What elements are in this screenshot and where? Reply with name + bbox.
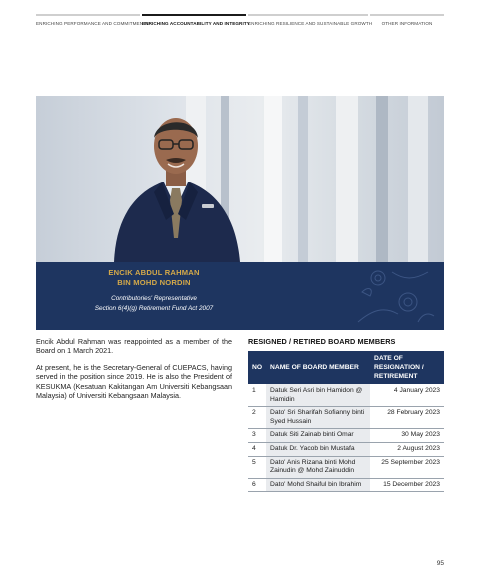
row-no: 3 — [248, 429, 266, 443]
nav-tab-accountability[interactable] — [142, 14, 250, 30]
background-column — [408, 96, 428, 262]
section-nav — [36, 14, 444, 30]
table-row — [248, 478, 444, 492]
nav-tab-label: OTHER INFORMATION — [381, 21, 433, 26]
row-date: 15 December 2023 — [370, 478, 444, 492]
nav-tab-label: ENRICHING PERFORMANCE AND COMMITMENTS — [36, 21, 150, 26]
member-name-line2: BIN MOHD NORDIN — [117, 278, 191, 287]
background-column — [336, 96, 358, 262]
row-date: 25 September 2023 — [370, 456, 444, 478]
row-no: 2 — [248, 407, 266, 429]
member-name-line1: ENCIK ABDUL RAHMAN — [108, 268, 200, 277]
background-column — [376, 96, 388, 262]
header-no: NO — [248, 351, 266, 384]
table-header-row — [248, 351, 444, 384]
nav-tab-bar — [142, 14, 246, 16]
row-name: Dato' Anis Rizana binti Mohd Zainudin @ Mohd Zainuddin — [266, 456, 370, 478]
floral-ornament-icon — [348, 262, 438, 330]
row-name: Datuk Seri Asri bin Hamidon @ Hamidin — [266, 384, 370, 407]
nav-tab-performance[interactable] — [36, 14, 150, 30]
portrait-photo — [36, 96, 444, 262]
row-no: 5 — [248, 456, 266, 478]
bio-paragraph-1: Encik Abdul Rahman was reappointed as a member of the Board on 1 March 2021. — [36, 337, 232, 356]
row-name: Dato' Mohd Shaiful bin Ibrahim — [266, 478, 370, 492]
nav-tab-resilience[interactable] — [248, 14, 373, 30]
row-date: 28 February 2023 — [370, 407, 444, 429]
background-column — [298, 96, 308, 262]
nav-tab-bar — [248, 14, 368, 16]
row-no: 4 — [248, 442, 266, 456]
table-row — [248, 442, 444, 456]
row-date: 2 August 2023 — [370, 442, 444, 456]
table-row — [248, 407, 444, 429]
row-name: Datuk Dr. Yacob bin Mustafa — [266, 442, 370, 456]
table-row — [248, 456, 444, 478]
nav-tab-label: ENRICHING ACCOUNTABILITY AND INTEGRITY — [142, 21, 250, 26]
row-date: 4 January 2023 — [370, 384, 444, 407]
nav-tab-bar — [370, 14, 444, 16]
row-no: 6 — [248, 478, 266, 492]
nav-tab-other[interactable] — [370, 14, 444, 30]
profile-caption-band — [36, 262, 444, 330]
resigned-members-title: RESIGNED / RETIRED BOARD MEMBERS — [248, 337, 396, 346]
bio-paragraph-2: At present, he is the Secretary-General of CUEPACS, having served in the position since 2019. He is also the President of KESUKMA (Kesatuan Kakitangan Am Universiti Kebangsaan Malaysia) of Universiti Kebangsaan Malaysia. — [36, 363, 232, 401]
board-member-portrait — [106, 96, 246, 262]
member-role-line1: Contributories' Representative — [111, 295, 197, 302]
nav-tab-bar — [36, 14, 140, 16]
page-number: 95 — [436, 560, 444, 567]
header-date: DATE OF RESIGNATION / RETIREMENT — [370, 351, 444, 384]
table-row — [248, 429, 444, 443]
member-role-line2: Section 6(4)(g) Retirement Fund Act 2007 — [94, 305, 214, 312]
row-date: 30 May 2023 — [370, 429, 444, 443]
row-no: 1 — [248, 384, 266, 407]
row-name: Datuk Siti Zainab binti Omar — [266, 429, 370, 443]
table-row — [248, 384, 444, 407]
background-column — [264, 96, 282, 262]
header-name: NAME OF BOARD MEMBER — [266, 351, 370, 384]
resigned-members-table — [248, 351, 444, 492]
nav-tab-label: ENRICHING RESILIENCE AND SUSTAINABLE GROWTH — [248, 21, 373, 26]
row-name: Dato' Sri Sharifah Sofianny binti Syed Hussain — [266, 407, 370, 429]
